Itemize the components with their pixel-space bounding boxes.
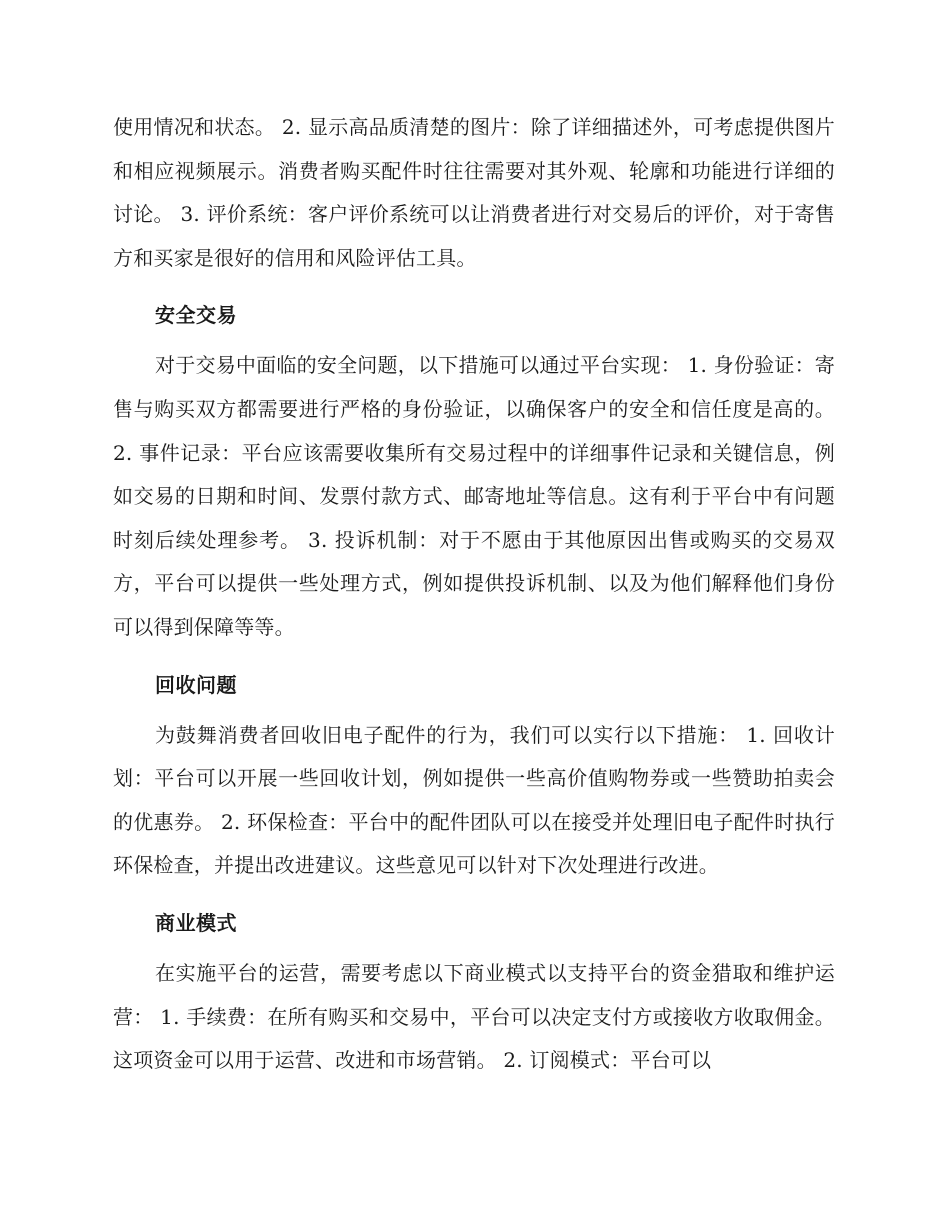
intro-paragraph: 使用情况和状态。 2. 显示高品质清楚的图片：除了详细描述外，可考虑提供图片和相应视频展示。消费者购买配件时往往需要对其外观、轮廓和功能进行详细的讨论。 3. 评价系统：客户评价系统可以让消费者进行对交易后的评价，对于寄售方和买家是很好的信用和风险评估工具。 — [113, 115, 835, 270]
document-page — [113, 106, 835, 1083]
section-heading-safe-trade: 安全交易 — [155, 303, 237, 328]
section-heading-recycling: 回收问题 — [155, 672, 237, 697]
section-body-business-model: 在实施平台的运营，需要考虑以下商业模式以支持平台的资金猎取和维护运营： 1. 手续费：在所有购买和交易中，平台可以决定支付方或接收方收取佣金。这项资金可以用于运营、改进和市场营销。 2. 订阅模式：平台可以 — [113, 960, 835, 1073]
section-body-recycling: 为鼓舞消费者回收旧电子配件的行为，我们可以实行以下措施： 1. 回收计划：平台可以开展一些回收计划，例如提供一些高价值购物券或一些赞助拍卖会的优惠券。 2. 环保检查：平台中的配件团队可以在接受并处理旧电子配件时执行环保检查，并提出改进建议。这些意见可以针对下次处理进行改进。 — [113, 722, 835, 878]
section-body-safe-trade: 对于交易中面临的安全问题，以下措施可以通过平台实现： 1. 身份验证：寄售与购买双方都需要进行严格的身份验证，以确保客户的安全和信任度是高的。 2. 事件记录：平台应该需要收集所有交易过程中的详细事件记录和关键信息，例如交易的日期和时间、发票付款方式、邮寄地址等信息。这有利于平台中有问题时刻后续处理参考。 3. 投诉机制：对于不愿由于其他原因出售或购买的交易双方，平台可以提供一些处理方式，例如提供投诉机制、以及为他们解释他们身份可以得到保障等等。 — [113, 353, 835, 639]
section-heading-business-model: 商业模式 — [155, 910, 237, 935]
